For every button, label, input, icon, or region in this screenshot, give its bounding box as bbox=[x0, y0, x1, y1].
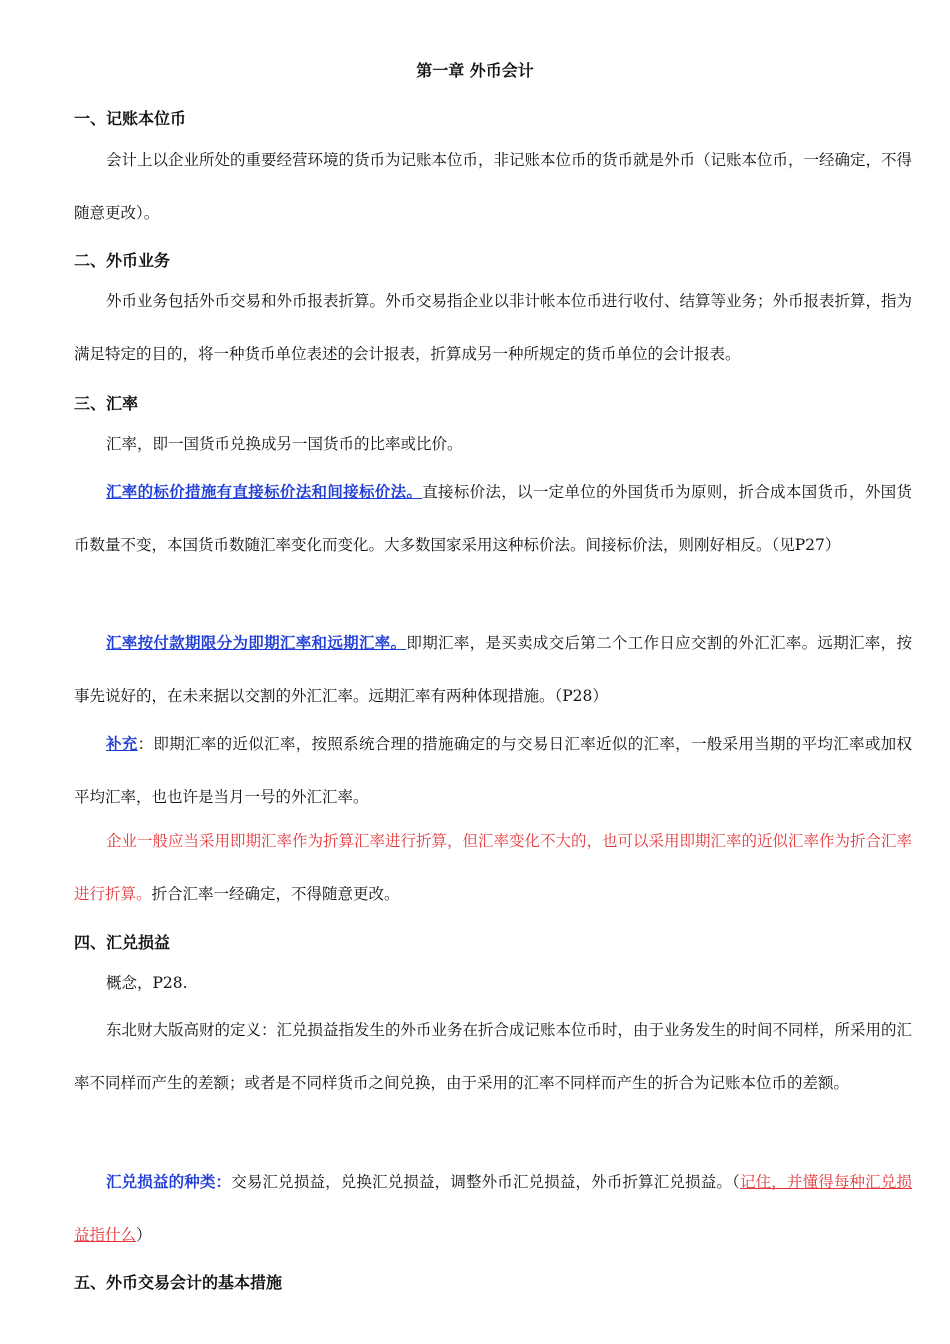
supplement-link[interactable]: 补充 bbox=[106, 734, 138, 753]
paragraph-functional-currency: 会计上以企业所处的重要经营环境的货币为记账本位币，非记账本位币的货币就是外币（记账本位币，一经确定，不得随意更改）。 bbox=[74, 151, 913, 222]
spot-forward-link[interactable]: 汇率按付款期限分为即期汇率和远期汇率。 bbox=[106, 633, 407, 652]
paragraph-concept: 概念，P28. bbox=[106, 974, 188, 992]
gain-types-note: 记住，并懂得每种汇兑损益指什么 bbox=[74, 1173, 912, 1244]
paragraph-rate-choice bbox=[74, 815, 912, 921]
quotation-methods-link[interactable]: 汇率的标价措施有直接标价法和间接标价法。 bbox=[106, 482, 423, 501]
quotation-methods-text: 直接标价法，以一定单位的外国货币为原则，折合成本国货币，外国货币数量不变，本国货币数随汇率变化而变化。大多数国家采用这种标价法。间接标价法，则刚好相反。（见P27） bbox=[74, 483, 912, 554]
section-heading-1: 一、记账本位币 bbox=[74, 109, 187, 128]
paragraph-spot-forward bbox=[74, 616, 912, 723]
section-heading-3: 三、汇率 bbox=[74, 394, 139, 413]
spot-forward-text: 即期汇率，是买卖成交后第二个工作日应交割的外汇汇率。远期汇率，按事先说好的，在未来据以交割的外汇汇率。远期汇率有两种体现措施。（P28） bbox=[74, 634, 912, 705]
gain-types-text: 交易汇兑损益，兑换汇兑损益，调整外币汇兑损益，外币折算汇兑损益。（ bbox=[231, 1173, 740, 1191]
section-heading-5: 五、外币交易会计的基本措施 bbox=[74, 1273, 283, 1292]
paragraph-foreign-business: 外币业务包括外币交易和外币报表折算。外币交易指企业以非计帐本位币进行收付、结算等业务；外币报表折算，指为满足特定的目的，将一种货币单位表述的会计报表，折算成另一种所规定的货币单位的会计报表。 bbox=[74, 292, 913, 363]
paragraph-gain-types bbox=[74, 1155, 912, 1262]
gain-types-label: 汇兑损益的种类： bbox=[106, 1172, 232, 1191]
supplement-text: ：即期汇率的近似汇率，按照系统合理的措施确定的与交易日汇率近似的汇率，一般采用当期的平均汇率或加权平均汇率，也也许是当月一号的外汇汇率。 bbox=[74, 735, 912, 806]
section-heading-4: 四、汇兑损益 bbox=[74, 933, 171, 952]
paragraph-supplement bbox=[74, 717, 912, 824]
rate-choice-text: 折合汇率一经确定，不得随意更改。 bbox=[151, 885, 400, 903]
gain-types-close: ） bbox=[136, 1226, 152, 1244]
paragraph-definition: 东北财大版高财的定义：汇兑损益指发生的外币业务在折合成记账本位币时，由于业务发生的时间不同样，所采用的汇率不同样而产生的差额；或者是不同样货币之间兑换，由于采用的汇率不同样而产生的折合为记账本位币的差额。 bbox=[74, 1021, 913, 1092]
paragraph-quotation-methods bbox=[74, 465, 912, 572]
chapter-title: 第一章 外币会计 bbox=[416, 61, 534, 80]
section-heading-2: 二、外币业务 bbox=[74, 251, 171, 270]
paragraph-exchange-rate-def: 汇率，即一国货币兑换成另一国货币的比率或比价。 bbox=[106, 435, 463, 453]
rate-choice-red-text: 企业一般应当采用即期汇率作为折算汇率进行折算，但汇率变化不大的，也可以采用即期汇率的近似汇率作为折合汇率进行折算。 bbox=[74, 832, 913, 903]
